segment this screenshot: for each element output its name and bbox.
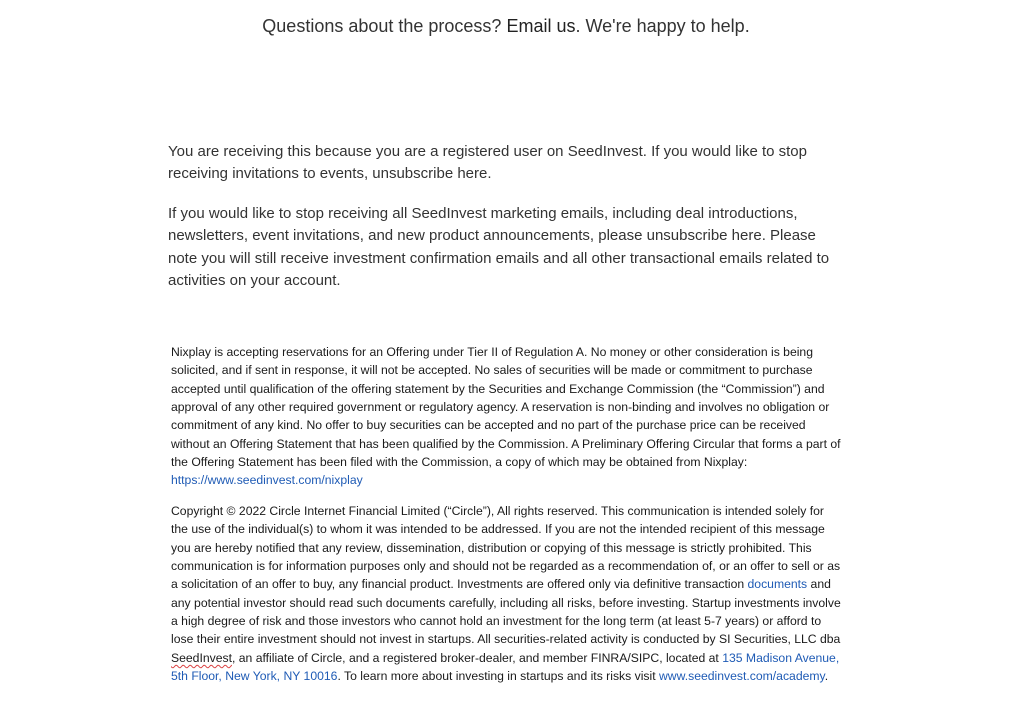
unsubscribe-events-link[interactable]: unsubscribe here — [372, 165, 488, 183]
address-link[interactable]: 135 Madison Avenue, 5th Floor, New York, NY 10016 — [171, 650, 840, 684]
help-prefix: Questions about the process? — [262, 16, 507, 36]
copyright-text-3: , an affiliate of Circle, and a registered broker-dealer, and member FINRA/SIPC, located at — [231, 650, 723, 665]
copyright-text-4: . To learn more about investing in startups and its risks visit — [337, 669, 659, 684]
offering-disclaimer-text: Nixplay is accepting reservations for an Offering under Tier II of Regulation A. No money or other consideration is being solicited, and if sent in response, it will not be accepted. No sales of securities will be made or commitment to purchase accepted until qualification of the offering statement by the Securities and Exchange Commission (the “Commission”) and approval of any other required government or regulatory agency. A reservation is non-binding and involves no obligation or commitment of any kind. No offer to buy securities can be accepted and no part of the purchase price can be received without an Offering Statement that has been qualified by the Commission. A Preliminary Offering Circular that forms a part of the Offering Statement has been filed with the Commission, a copy of which may be obtained from Nixplay: — [171, 345, 841, 470]
unsubscribe-marketing-link[interactable]: unsubscribe here — [646, 227, 762, 245]
documents-link[interactable]: documents — [747, 577, 808, 592]
email-us-link[interactable]: Email us — [506, 16, 576, 36]
seedinvest-word: SeedInvest — [171, 650, 232, 665]
offering-disclaimer — [171, 343, 841, 490]
marketing-unsubscribe-notice — [168, 203, 833, 292]
copyright-text-5: . — [824, 669, 829, 684]
copyright-text-2: and any potential investor should read such documents carefully, including all risks, before investing. Startup investments involve a high degree of risk and those investors who cannot hold an investment for the long term (at least 5-7 years) or afford to lose their entire investment should not invest in startups. All securities-related activity is conducted by SI Securities, LLC dba — [171, 577, 841, 647]
academy-link[interactable]: www.seedinvest.com/academy — [659, 669, 825, 684]
help-suffix: . We're happy to help. — [575, 16, 750, 36]
help-line — [0, 15, 1012, 37]
copyright-disclaimer — [171, 502, 841, 685]
nixplay-offering-link[interactable]: https://www.seedinvest.com/nixplay — [171, 473, 363, 488]
events-notice-end: . — [487, 165, 492, 183]
marketing-notice-end: . Please note you will still receive investment confirmation emails and all other transactional emails related to activities on your account. — [168, 227, 830, 289]
copyright-text-1: Copyright © 2022 Circle Internet Financial Limited (“Circle”), All rights reserved. This communication is intended solely for the use of the individual(s) to whom it was intended to be addressed. If you are not the intended recipient of this message you are hereby notified that any review, dissemination, distribution or copying of this message is strictly prohibited. This communication is for information purposes only and should not be regarded as a recommendation of, or an offer to sell or as a solicitation of an offer to buy, any financial product. Investments are offered only via definitive transaction — [171, 504, 841, 592]
events-unsubscribe-notice — [168, 141, 833, 186]
marketing-notice-text: If you would like to stop receiving all SeedInvest marketing emails, including deal introductions, newsletters, event invitations, and new product announcements, please — [168, 205, 798, 245]
events-notice-text: You are receiving this because you are a registered user on SeedInvest. If you would like to stop receiving invitations to events, — [168, 143, 807, 183]
